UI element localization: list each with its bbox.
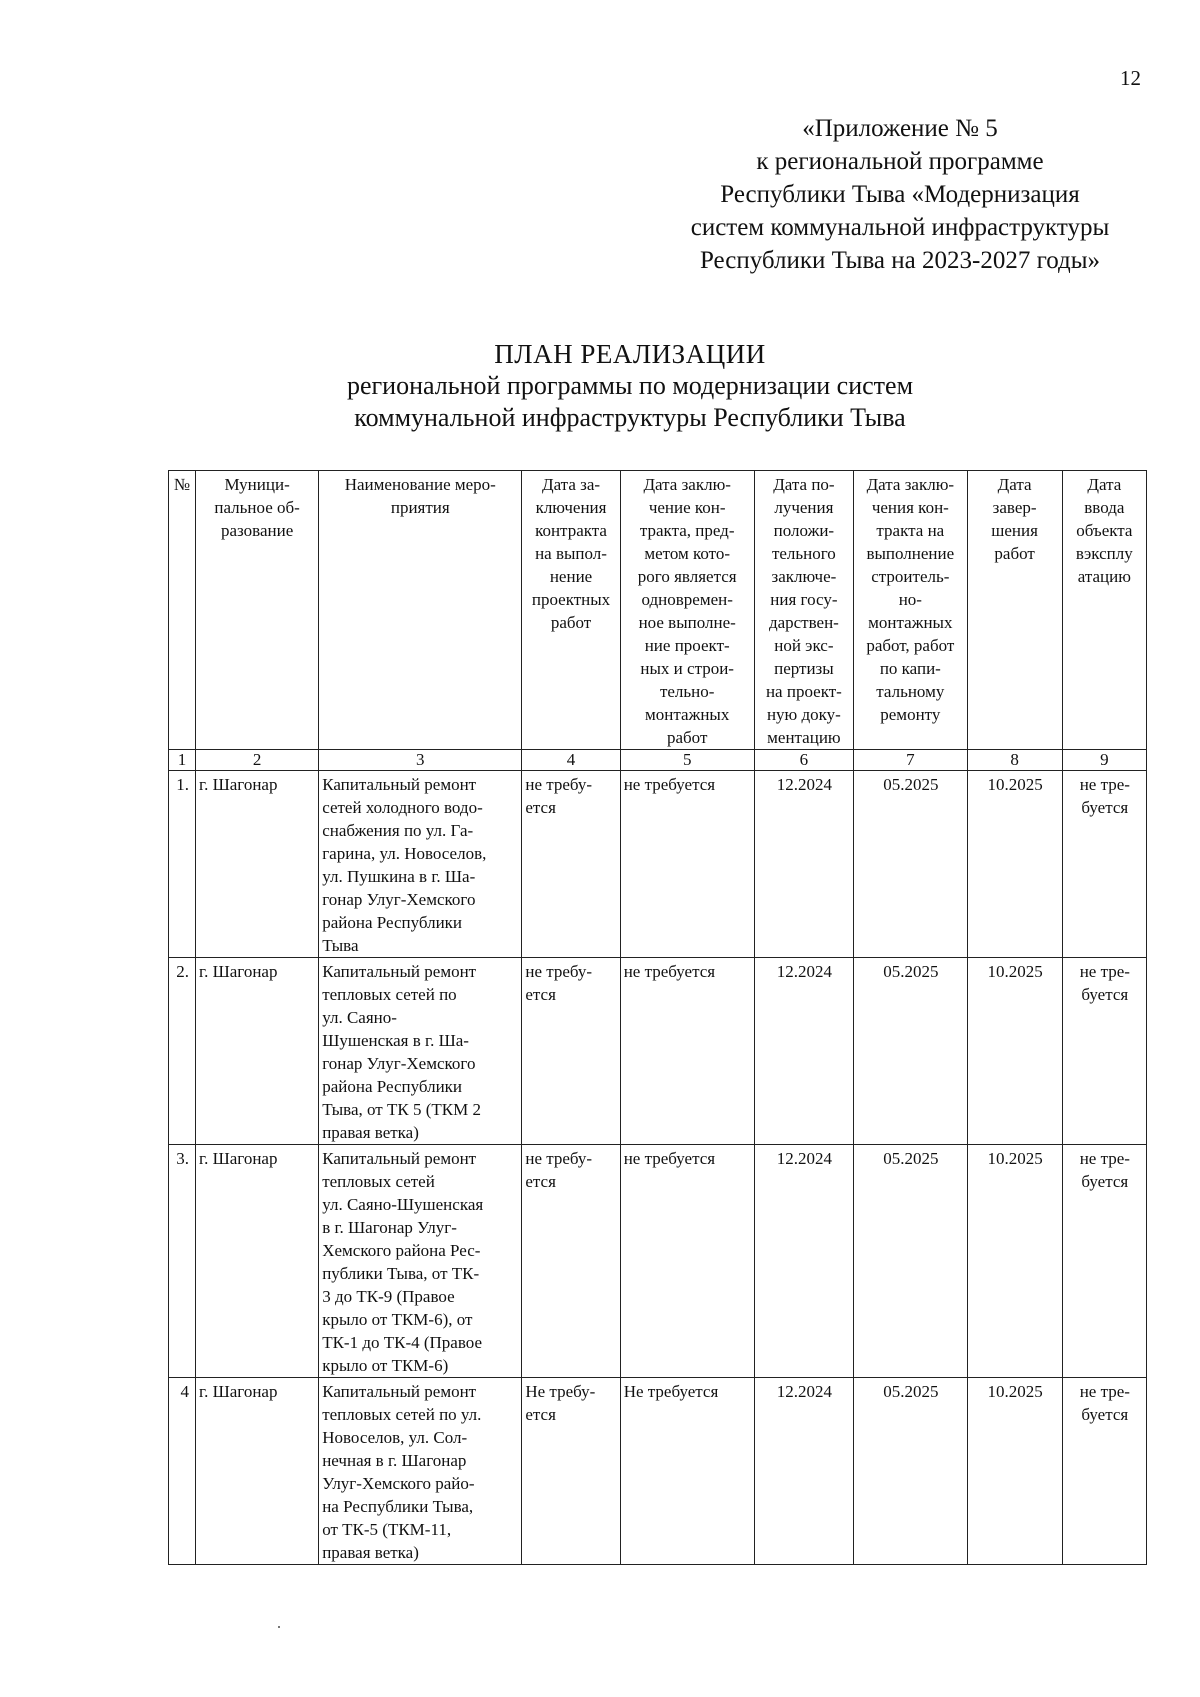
table-row <box>169 1145 1147 1378</box>
row-expertise-date: 12.2024 <box>754 1145 853 1378</box>
row-design-contract: не требу- ется <box>522 771 620 958</box>
column-number-row <box>169 750 1147 771</box>
appendix-line: Республики Тыва «Модернизация <box>720 181 1080 208</box>
row-municipality: г. Шагонар <box>196 958 319 1145</box>
column-number: 9 <box>1062 750 1146 771</box>
header-cell-completion-date: Дата завер- шения работ <box>967 471 1062 750</box>
table-row <box>169 1378 1147 1565</box>
table-row <box>169 771 1147 958</box>
row-number: 4 <box>169 1378 196 1565</box>
row-event-name: Капитальный ремонт тепловых сетей ул. Саяно-Шушенская в г. Шагонар Улуг- Хемского района Рес- публики Тыва, от ТК- 3 до ТК-9 (Правое крыло от ТКМ-6), от ТК-1 до ТК-4 (Правое крыло от ТКМ-6) <box>319 1145 522 1378</box>
row-commissioning: не тре- буется <box>1062 771 1146 958</box>
row-expertise-date: 12.2024 <box>754 958 853 1145</box>
header-cell-expertise-date: Дата по- лучения положи- тельного заключе- ния госу- дарствен- ной экс- пертизы на проект- ную доку- ментацию <box>754 471 853 750</box>
header-cell-municipality: Муници- пальное об- разование <box>196 471 319 750</box>
row-construction-contract: 05.2025 <box>854 958 967 1145</box>
column-number: 2 <box>196 750 319 771</box>
row-completion-date: 10.2025 <box>967 958 1062 1145</box>
row-commissioning: не тре- буется <box>1062 958 1146 1145</box>
row-number: 1. <box>169 771 196 958</box>
appendix-line: к региональной программе <box>756 148 1044 175</box>
header-cell-number: № <box>169 471 196 750</box>
row-design-contract: не требу- ется <box>522 1145 620 1378</box>
row-number: 3. <box>169 1145 196 1378</box>
row-completion-date: 10.2025 <box>967 771 1062 958</box>
header-cell-event-name: Наименование меро- приятия <box>319 471 522 750</box>
row-municipality: г. Шагонар <box>196 1145 319 1378</box>
column-number: 1 <box>169 750 196 771</box>
table-header-row <box>169 471 1147 750</box>
plan-subtitle: коммунальной инфраструктуры Республики Тыва <box>354 403 906 432</box>
column-number: 3 <box>319 750 522 771</box>
row-commissioning: не тре- буется <box>1062 1145 1146 1378</box>
plan-title: ПЛАН РЕАЛИЗАЦИИ <box>494 339 766 369</box>
table-row <box>169 958 1147 1145</box>
row-number: 2. <box>169 958 196 1145</box>
row-event-name: Капитальный ремонт тепловых сетей по ул. Саяно- Шушенская в г. Ша- гонар Улуг-Хемского района Республики Тыва, от ТК 5 (ТКМ 2 правая ветка) <box>319 958 522 1145</box>
row-municipality: г. Шагонар <box>196 771 319 958</box>
header-cell-construction-contract: Дата заклю- чения кон- тракта на выполнение строитель- но- монтажных работ, работ по капи- тальному ремонту <box>854 471 967 750</box>
column-number: 8 <box>967 750 1062 771</box>
appendix-line: Республики Тыва на 2023-2027 годы» <box>699 247 1101 274</box>
implementation-plan-table <box>168 470 1147 1565</box>
row-combined-contract: не требуется <box>620 1145 754 1378</box>
header-cell-commissioning: Дата ввода объекта вэксплу атацию <box>1062 471 1146 750</box>
row-event-name: Капитальный ремонт сетей холодного водо- снабжения по ул. Га- гарина, ул. Новоселов, ул. Пушкина в г. Ша- гонар Улуг-Хемского района Республики Тыва <box>319 771 522 958</box>
row-design-contract: не требу- ется <box>522 958 620 1145</box>
column-number: 5 <box>620 750 754 771</box>
row-construction-contract: 05.2025 <box>854 771 967 958</box>
plan-subtitle: региональной программы по модернизации систем <box>346 371 914 400</box>
row-municipality: г. Шагонар <box>196 1378 319 1565</box>
row-construction-contract: 05.2025 <box>854 1145 967 1378</box>
row-combined-contract: не требуется <box>620 771 754 958</box>
row-expertise-date: 12.2024 <box>754 771 853 958</box>
row-construction-contract: 05.2025 <box>854 1378 967 1565</box>
row-combined-contract: Не требуется <box>620 1378 754 1565</box>
appendix-line: систем коммунальной инфраструктуры <box>690 214 1110 241</box>
scan-speck <box>278 1626 280 1628</box>
row-event-name: Капитальный ремонт тепловых сетей по ул. Новоселов, ул. Сол- нечная в г. Шагонар Улуг-Хемского райо- на Республики Тыва, от ТК-5 (ТКМ-11, правая ветка) <box>319 1378 522 1565</box>
row-completion-date: 10.2025 <box>967 1145 1062 1378</box>
column-number: 7 <box>854 750 967 771</box>
page-number: 12 <box>1120 66 1141 90</box>
header-cell-design-contract: Дата за- ключения контракта на выпол- нение проектных работ <box>522 471 620 750</box>
column-number: 6 <box>754 750 853 771</box>
header-cell-combined-contract: Дата заклю- чение кон- тракта, пред- метом кото- рого является одновремен- ное выполне- ние проект- ных и строи- тельно- монтажных работ <box>620 471 754 750</box>
row-completion-date: 10.2025 <box>967 1378 1062 1565</box>
column-number: 4 <box>522 750 620 771</box>
row-commissioning: не тре- буется <box>1062 1378 1146 1565</box>
appendix-line: «Приложение № 5 <box>802 115 998 142</box>
row-expertise-date: 12.2024 <box>754 1378 853 1565</box>
row-design-contract: Не требу- ется <box>522 1378 620 1565</box>
plan-title-block <box>200 338 1060 434</box>
appendix-header <box>620 112 1180 277</box>
row-combined-contract: не требуется <box>620 958 754 1145</box>
